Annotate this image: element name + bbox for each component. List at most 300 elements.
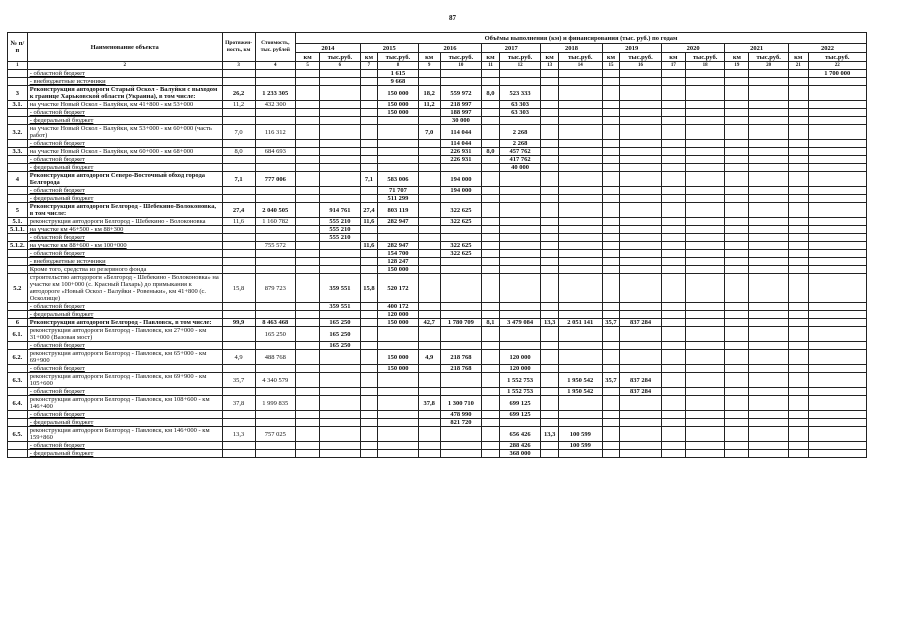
rub-value-cell xyxy=(320,70,361,78)
km-value-cell xyxy=(296,172,320,187)
km-value-cell xyxy=(541,78,559,86)
km-value-cell: 42,7 xyxy=(418,319,440,327)
km-value-cell xyxy=(360,78,378,86)
rub-value-cell xyxy=(685,250,724,258)
rub-value-cell xyxy=(320,396,361,411)
km-value-cell xyxy=(418,419,440,427)
rub-value-cell xyxy=(749,187,788,195)
km-unit-header: км xyxy=(541,53,559,62)
column-index: 1 xyxy=(8,62,28,70)
rub-value-cell xyxy=(749,303,788,311)
rub-value-cell: 656 426 xyxy=(499,427,541,442)
km-value-cell xyxy=(296,86,320,101)
cost-cell xyxy=(255,419,296,427)
km-value-cell xyxy=(661,70,685,78)
row-number xyxy=(8,411,28,419)
km-value-cell xyxy=(482,388,500,396)
rub-value-cell: 520 172 xyxy=(378,274,419,303)
km-value-cell xyxy=(418,156,440,164)
rub-value-cell xyxy=(378,117,419,125)
table-row xyxy=(8,450,867,458)
rub-value-cell xyxy=(620,156,662,164)
table-row xyxy=(8,327,867,342)
km-value-cell xyxy=(725,327,749,342)
rub-value-cell xyxy=(378,164,419,172)
rub-value-cell xyxy=(378,125,419,140)
km-value-cell xyxy=(788,156,808,164)
rub-value-cell xyxy=(558,450,602,458)
rub-value-cell xyxy=(685,365,724,373)
rub-value-cell xyxy=(808,140,866,148)
object-name: - областной бюджет xyxy=(27,342,222,350)
km-unit-header: км xyxy=(602,53,620,62)
km-value-cell xyxy=(725,125,749,140)
km-value-cell xyxy=(296,319,320,327)
rub-value-cell xyxy=(685,442,724,450)
rub-value-cell xyxy=(499,172,541,187)
rub-value-cell xyxy=(749,258,788,266)
rub-value-cell: 914 761 xyxy=(320,203,361,218)
km-value-cell xyxy=(296,388,320,396)
rub-value-cell xyxy=(320,442,361,450)
rub-value-cell xyxy=(685,78,724,86)
rub-value-cell xyxy=(685,319,724,327)
rub-value-cell xyxy=(685,140,724,148)
rub-value-cell xyxy=(558,148,602,156)
km-value-cell xyxy=(725,319,749,327)
km-value-cell xyxy=(725,365,749,373)
table-row xyxy=(8,419,867,427)
km-unit-header: км xyxy=(661,53,685,62)
km-value-cell xyxy=(541,187,559,195)
rub-value-cell xyxy=(808,187,866,195)
rub-value-cell xyxy=(808,226,866,234)
km-value-cell xyxy=(482,442,500,450)
km-value-cell: 37,8 xyxy=(418,396,440,411)
km-value-cell: 35,7 xyxy=(602,373,620,388)
rub-value-cell xyxy=(808,350,866,365)
row-number xyxy=(8,234,28,242)
rub-value-cell xyxy=(499,218,541,226)
km-value-cell xyxy=(296,234,320,242)
km-value-cell xyxy=(360,156,378,164)
km-value-cell xyxy=(661,140,685,148)
column-index: 19 xyxy=(725,62,749,70)
rub-value-cell xyxy=(558,266,602,274)
year-header: 2015 xyxy=(360,44,418,53)
rub-value-cell xyxy=(320,187,361,195)
rub-value-cell xyxy=(558,274,602,303)
rub-value-cell xyxy=(499,78,541,86)
km-value-cell xyxy=(541,226,559,234)
km-value-cell xyxy=(661,427,685,442)
km-value-cell xyxy=(541,195,559,203)
rub-value-cell xyxy=(749,70,788,78)
km-value-cell xyxy=(541,373,559,388)
rub-value-cell xyxy=(749,109,788,117)
rub-value-cell xyxy=(378,140,419,148)
km-value-cell xyxy=(661,218,685,226)
rub-value-cell xyxy=(320,258,361,266)
length-cell xyxy=(222,411,255,419)
km-value-cell xyxy=(360,419,378,427)
rub-value-cell xyxy=(808,234,866,242)
km-value-cell xyxy=(296,187,320,195)
rub-value-cell: 154 700 xyxy=(378,250,419,258)
rub-value-cell xyxy=(558,234,602,242)
rub-value-cell xyxy=(685,218,724,226)
column-index: 18 xyxy=(685,62,724,70)
rub-value-cell: 322 625 xyxy=(440,242,482,250)
km-value-cell xyxy=(661,195,685,203)
km-value-cell xyxy=(541,303,559,311)
row-number xyxy=(8,78,28,86)
rub-value-cell xyxy=(499,342,541,350)
length-cell: 35,7 xyxy=(222,373,255,388)
rub-value-cell: 583 006 xyxy=(378,172,419,187)
rub-value-cell xyxy=(620,274,662,303)
rub-value-cell xyxy=(685,148,724,156)
km-value-cell xyxy=(296,117,320,125)
rub-value-cell xyxy=(685,117,724,125)
rub-value-cell xyxy=(620,250,662,258)
table-row xyxy=(8,258,867,266)
km-value-cell xyxy=(661,187,685,195)
rub-value-cell xyxy=(620,442,662,450)
rub-value-cell xyxy=(320,140,361,148)
rub-value-cell xyxy=(558,78,602,86)
object-name: Реконструкция автодороги Белгород - Павловск, в том числе: xyxy=(27,319,222,327)
length-cell: 7,1 xyxy=(222,172,255,187)
rub-value-cell: 114 044 xyxy=(440,140,482,148)
rub-value-cell xyxy=(558,140,602,148)
km-value-cell xyxy=(602,250,620,258)
km-value-cell xyxy=(661,274,685,303)
km-value-cell xyxy=(661,266,685,274)
km-value-cell xyxy=(360,427,378,442)
km-value-cell xyxy=(725,101,749,109)
rub-value-cell: 226 931 xyxy=(440,156,482,164)
year-header: 2021 xyxy=(725,44,789,53)
km-value-cell xyxy=(541,156,559,164)
km-value-cell xyxy=(296,156,320,164)
rub-value-cell xyxy=(558,70,602,78)
km-value-cell xyxy=(482,226,500,234)
cost-cell xyxy=(255,109,296,117)
km-unit-header: км xyxy=(296,53,320,62)
rub-value-cell xyxy=(749,319,788,327)
rub-value-cell xyxy=(685,156,724,164)
cost-cell: 1 233 305 xyxy=(255,86,296,101)
object-name: - областной бюджет xyxy=(27,365,222,373)
km-value-cell xyxy=(661,250,685,258)
rub-value-cell xyxy=(749,218,788,226)
rub-value-cell: 226 931 xyxy=(440,148,482,156)
rub-value-cell xyxy=(620,327,662,342)
km-value-cell xyxy=(725,195,749,203)
km-value-cell xyxy=(296,365,320,373)
row-number xyxy=(8,342,28,350)
km-value-cell xyxy=(360,365,378,373)
km-value-cell xyxy=(725,350,749,365)
object-name: - областной бюджет xyxy=(27,388,222,396)
rub-value-cell xyxy=(499,250,541,258)
km-value-cell xyxy=(602,109,620,117)
rub-value-cell: 120 000 xyxy=(499,365,541,373)
table-row xyxy=(8,342,867,350)
rub-value-cell: 417 762 xyxy=(499,156,541,164)
rub-value-cell: 359 551 xyxy=(320,274,361,303)
km-value-cell xyxy=(482,303,500,311)
row-number xyxy=(8,117,28,125)
km-value-cell xyxy=(541,419,559,427)
km-value-cell xyxy=(360,411,378,419)
km-value-cell xyxy=(418,203,440,218)
km-value-cell xyxy=(725,70,749,78)
rub-value-cell xyxy=(620,117,662,125)
cost-cell xyxy=(255,303,296,311)
rub-value-cell xyxy=(558,218,602,226)
km-value-cell xyxy=(661,442,685,450)
rub-value-cell xyxy=(808,203,866,218)
cost-cell xyxy=(255,450,296,458)
rub-value-cell: 555 210 xyxy=(320,218,361,226)
rub-unit-header: тыс.руб. xyxy=(499,53,541,62)
rub-value-cell xyxy=(685,203,724,218)
rub-value-cell xyxy=(620,218,662,226)
column-index: 12 xyxy=(499,62,541,70)
table-row xyxy=(8,242,867,250)
km-value-cell xyxy=(482,350,500,365)
rub-value-cell xyxy=(808,303,866,311)
km-value-cell xyxy=(482,70,500,78)
length-cell: 13,3 xyxy=(222,427,255,442)
km-value-cell xyxy=(482,172,500,187)
rub-value-cell xyxy=(558,195,602,203)
rub-value-cell xyxy=(685,396,724,411)
length-cell: 15,8 xyxy=(222,274,255,303)
rub-value-cell xyxy=(685,70,724,78)
object-name: - областной бюджет xyxy=(27,140,222,148)
row-number xyxy=(8,303,28,311)
rub-value-cell xyxy=(378,373,419,388)
km-value-cell: 13,3 xyxy=(541,427,559,442)
km-value-cell xyxy=(602,342,620,350)
rub-value-cell xyxy=(808,172,866,187)
km-value-cell xyxy=(482,242,500,250)
rub-value-cell xyxy=(499,327,541,342)
rub-value-cell xyxy=(499,117,541,125)
column-index: 21 xyxy=(788,62,808,70)
km-value-cell xyxy=(541,411,559,419)
object-name: - федеральный бюджет xyxy=(27,195,222,203)
rub-value-cell: 150 000 xyxy=(378,319,419,327)
cost-cell xyxy=(255,226,296,234)
rub-value-cell xyxy=(808,396,866,411)
km-value-cell xyxy=(418,365,440,373)
rub-value-cell xyxy=(685,311,724,319)
rub-value-cell xyxy=(808,218,866,226)
cost-cell: 1 999 835 xyxy=(255,396,296,411)
km-value-cell xyxy=(482,78,500,86)
km-value-cell: 7,1 xyxy=(360,172,378,187)
km-value-cell xyxy=(788,78,808,86)
rub-value-cell xyxy=(378,342,419,350)
cost-cell: 488 768 xyxy=(255,350,296,365)
rub-unit-header: тыс.руб. xyxy=(749,53,788,62)
rub-value-cell: 821 720 xyxy=(440,419,482,427)
rub-value-cell xyxy=(749,450,788,458)
rub-unit-header: тыс.руб. xyxy=(620,53,662,62)
table-row xyxy=(8,78,867,86)
cost-cell: 757 025 xyxy=(255,427,296,442)
km-value-cell xyxy=(482,187,500,195)
rub-value-cell xyxy=(320,195,361,203)
rub-value-cell xyxy=(749,427,788,442)
km-value-cell xyxy=(602,156,620,164)
km-value-cell xyxy=(725,156,749,164)
km-value-cell xyxy=(296,419,320,427)
km-value-cell xyxy=(541,234,559,242)
km-value-cell xyxy=(661,388,685,396)
rub-value-cell xyxy=(685,388,724,396)
rub-value-cell xyxy=(620,342,662,350)
km-value-cell xyxy=(418,164,440,172)
cost-cell xyxy=(255,78,296,86)
object-name: реконструкция автодороги Белгород - Павловск, км 27+000 - км 31+000 (Вазовая мост) xyxy=(27,327,222,342)
rub-value-cell xyxy=(440,195,482,203)
km-value-cell xyxy=(418,442,440,450)
rub-value-cell xyxy=(685,266,724,274)
cost-cell xyxy=(255,234,296,242)
object-name: - областной бюджет xyxy=(27,109,222,117)
km-value-cell xyxy=(541,164,559,172)
rub-value-cell: 128 247 xyxy=(378,258,419,266)
cost-cell: 165 250 xyxy=(255,327,296,342)
km-unit-header: км xyxy=(788,53,808,62)
km-value-cell xyxy=(360,373,378,388)
km-value-cell xyxy=(482,109,500,117)
km-value-cell xyxy=(788,350,808,365)
rub-value-cell xyxy=(620,411,662,419)
km-value-cell xyxy=(296,242,320,250)
rub-value-cell: 1 552 753 xyxy=(499,373,541,388)
table-body xyxy=(8,70,867,458)
rub-value-cell: 218 768 xyxy=(440,365,482,373)
rub-value-cell xyxy=(440,373,482,388)
km-value-cell xyxy=(788,203,808,218)
rub-value-cell xyxy=(808,450,866,458)
km-value-cell xyxy=(541,109,559,117)
rub-value-cell xyxy=(558,86,602,101)
rub-value-cell xyxy=(749,164,788,172)
km-value-cell xyxy=(661,396,685,411)
length-cell xyxy=(222,226,255,234)
cost-cell: 8 463 468 xyxy=(255,319,296,327)
length-cell xyxy=(222,234,255,242)
km-value-cell xyxy=(296,195,320,203)
table-row xyxy=(8,195,867,203)
rub-value-cell xyxy=(620,70,662,78)
rub-value-cell: 165 250 xyxy=(320,327,361,342)
rub-value-cell xyxy=(685,258,724,266)
rub-value-cell xyxy=(808,365,866,373)
km-value-cell xyxy=(360,234,378,242)
column-index: 11 xyxy=(482,62,500,70)
cost-cell: 4 340 579 xyxy=(255,373,296,388)
km-value-cell xyxy=(418,427,440,442)
row-number xyxy=(8,109,28,117)
table-row xyxy=(8,250,867,258)
object-name: на участке км 46+500 - км 88+300 xyxy=(27,226,222,234)
rub-value-cell xyxy=(620,101,662,109)
rub-value-cell xyxy=(378,419,419,427)
table-row xyxy=(8,365,867,373)
rub-value-cell: 165 250 xyxy=(320,342,361,350)
km-value-cell xyxy=(725,266,749,274)
rub-value-cell xyxy=(558,203,602,218)
rub-value-cell xyxy=(749,373,788,388)
km-value-cell xyxy=(602,327,620,342)
table-row xyxy=(8,303,867,311)
km-value-cell xyxy=(788,411,808,419)
km-value-cell: 11,2 xyxy=(418,101,440,109)
km-value-cell xyxy=(296,148,320,156)
rub-value-cell xyxy=(808,109,866,117)
km-value-cell xyxy=(602,411,620,419)
row-number xyxy=(8,250,28,258)
km-value-cell xyxy=(296,109,320,117)
table-row xyxy=(8,427,867,442)
km-value-cell xyxy=(788,450,808,458)
rub-value-cell xyxy=(808,101,866,109)
rub-value-cell xyxy=(620,164,662,172)
km-value-cell xyxy=(541,203,559,218)
object-name: реконструкция автодороги Белгород - Шебекино - Волоконовка xyxy=(27,218,222,226)
km-value-cell xyxy=(788,303,808,311)
length-cell xyxy=(222,311,255,319)
rub-unit-header: тыс.руб. xyxy=(440,53,482,62)
km-value-cell xyxy=(482,365,500,373)
km-value-cell xyxy=(360,342,378,350)
row-number xyxy=(8,187,28,195)
length-cell xyxy=(222,303,255,311)
rub-value-cell xyxy=(378,450,419,458)
rub-value-cell xyxy=(808,311,866,319)
rub-value-cell xyxy=(320,156,361,164)
year-header: 2017 xyxy=(482,44,541,53)
km-value-cell xyxy=(418,258,440,266)
rub-value-cell: 559 972 xyxy=(440,86,482,101)
km-value-cell xyxy=(661,258,685,266)
rub-value-cell: 150 000 xyxy=(378,86,419,101)
km-value-cell xyxy=(360,266,378,274)
table-row xyxy=(8,148,867,156)
km-value-cell xyxy=(482,164,500,172)
length-cell xyxy=(222,365,255,373)
rub-value-cell xyxy=(808,78,866,86)
table-row xyxy=(8,411,867,419)
column-index: 5 xyxy=(296,62,320,70)
rub-value-cell xyxy=(440,274,482,303)
row-number xyxy=(8,156,28,164)
rub-value-cell xyxy=(808,148,866,156)
column-index: 22 xyxy=(808,62,866,70)
cost-cell: 116 312 xyxy=(255,125,296,140)
rub-value-cell xyxy=(440,266,482,274)
length-cell xyxy=(222,258,255,266)
rub-value-cell: 1 950 542 xyxy=(558,388,602,396)
